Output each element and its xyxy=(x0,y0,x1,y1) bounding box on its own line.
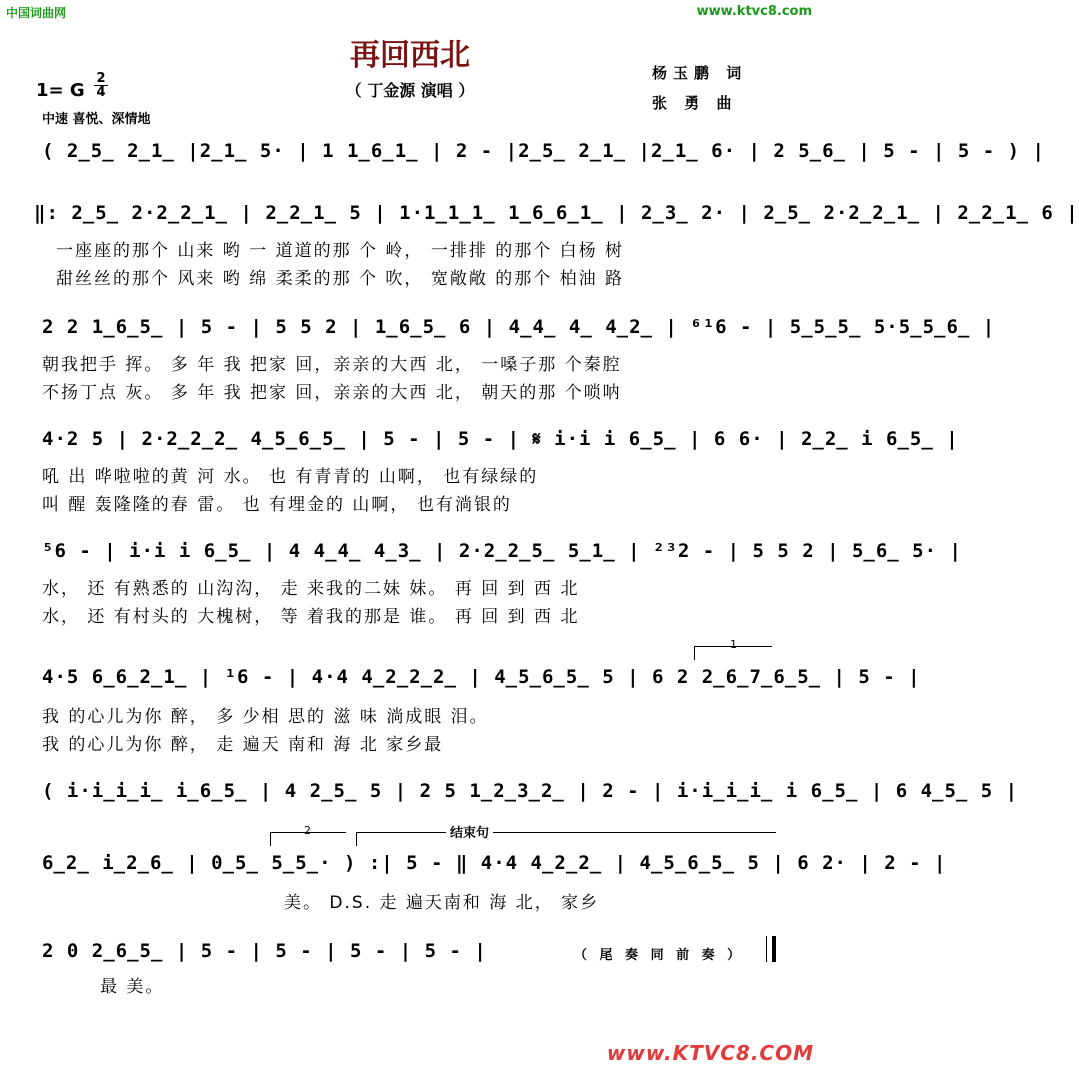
lyric-row-8: 美。 D.S. 走 遍天南和 海 北， 家乡 xyxy=(284,893,600,913)
tempo-marking: 中速 喜悦、深情地 xyxy=(42,112,151,127)
notation-row-6: 4·5 6̲6̲2̲1̲ | ¹6 - | 4·4 4̲2̲2̲2̲ | 4̲5̲6̲5̲ 5 | 6 2 2̲6̲7̲6̲5̲ | 5 - | xyxy=(42,666,921,688)
composer-credit: 张 勇 曲 xyxy=(652,94,738,112)
ending-label: 结束句 xyxy=(446,822,493,841)
notation-row-5: ⁵6 - | i·i i 6̲5̲ | 4 4̲4̲ 4̲3̲ | 2·2̲2̲5̲ 5̲1̲ | ²³2 - | 5 5 2 | 5̲6̲ 5· | xyxy=(42,540,962,562)
notation-row-2: ‖: 2̲5̲ 2·2̲2̲1̲ | 2̲2̲1̲ 5 | 1·1̲1̲1̲ 1̲6̲6̲1̲ | 2̲3̲ 2· | 2̲5̲ 2·2̲2̲1̲ | 2̲2̲1̲ 6 | xyxy=(34,202,1079,224)
lyric-row-5-verse-1: 水， 还 有熟悉的 山沟沟， 走 来我的二妹 妹。 再 回 到 西 北 xyxy=(42,579,580,599)
ending-hook xyxy=(356,832,357,846)
singer-credit: （ 丁金源 演唱 ） xyxy=(345,81,475,100)
watermark-top-right: www.ktvc8.com xyxy=(696,4,812,19)
time-signature-top: 2 xyxy=(96,71,106,86)
coda-note: （ 尾 奏 同 前 奏 ） xyxy=(574,948,745,963)
song-title: 再回西北 xyxy=(350,38,470,73)
notation-row-1: ( 2̲5̲ 2̲1̲ |2̲1̲ 5· | 1 1̲6̲1̲ | 2 - |2̲5̲ 2̲1̲ |2̲1̲ 6· | 2 5̲6̲ | 5 - | 5 - ) | xyxy=(42,140,1045,162)
lyric-row-6-verse-2: 我 的心儿为你 醉， 走 遍天 南和 海 北 家乡最 xyxy=(42,735,444,755)
notation-row-9: 2 0 2̲6̲5̲ | 5 - | 5 - | 5 - | 5 - | xyxy=(42,940,487,962)
lyricist-credit: 杨玉鹏 词 xyxy=(652,64,748,82)
final-barline-thick xyxy=(772,936,776,962)
notation-row-7: ( i·i̲i̲i̲ i̲6̲5̲ | 4 2̲5̲ 5 | 2 5 1̲2̲3̲2̲ | 2 - | i·i̲i̲i̲ i 6̲5̲ | 6 4̲5̲ 5 | xyxy=(42,780,1019,802)
notation-row-8: 6̲2̲ i̲2̲6̲ | 0̲5̲ 5̲5̲· ) :| 5 - ‖ 4·4 4̲2̲2̲ | 4̲5̲6̲5̲ 5 | 6 2· | 2 - | xyxy=(42,852,947,874)
volta-2-label: 2 xyxy=(304,824,311,837)
lyric-row-9: 最 美。 xyxy=(100,977,165,997)
notation-row-3: 2 2 1̲6̲5̲ | 5 - | 5 5 2 | 1̲6̲5̲ 6 | 4̲4̲ 4̲ 4̲2̲ | ⁶¹6 - | 5̲5̲5̲ 5·5̲5̲6̲ | xyxy=(42,316,996,338)
lyric-row-6-verse-1: 我 的心儿为你 醉， 多 少相 思的 滋 味 淌成眼 泪。 xyxy=(42,707,489,727)
final-barline-thin xyxy=(766,936,767,962)
volta-1-label: 1 xyxy=(730,638,737,651)
key-signature: 1= G xyxy=(36,80,85,101)
lyric-row-4-verse-2: 叫 醒 轰隆隆的春 雷。 也 有埋金的 山啊， 也有淌银的 xyxy=(42,495,512,515)
lyric-row-4-verse-1: 吼 出 哗啦啦的黄 河 水。 也 有青青的 山啊， 也有绿绿的 xyxy=(42,467,539,487)
time-signature xyxy=(94,72,108,99)
watermark-top-left: 中国词曲网 xyxy=(6,6,67,20)
ending-bracket xyxy=(356,832,776,833)
notation-row-4: 4·2 5 | 2·2̲2̲2̲ 4̲5̲6̲5̲ | 5 - | 5 - | 𝄋 i·i i 6̲5̲ | 6 6· | 2̲2̲ i 6̲5̲ | xyxy=(42,428,959,450)
lyric-row-2-verse-1: 一座座的那个 山来 哟 一 道道的那 个 岭， 一排排 的那个 白杨 树 xyxy=(56,241,625,261)
time-signature-bottom: 4 xyxy=(96,85,106,100)
lyric-row-3-verse-2: 不扬丁点 灰。 多 年 我 把家 回，亲亲的大西 北， 朝天的那 个唢呐 xyxy=(42,383,622,403)
lyric-row-5-verse-2: 水， 还 有村头的 大槐树， 等 着我的那是 谁。 再 回 到 西 北 xyxy=(42,607,580,627)
volta-1-hook xyxy=(694,646,695,660)
lyric-row-3-verse-1: 朝我把手 挥。 多 年 我 把家 回，亲亲的大西 北， 一嗓子那 个秦腔 xyxy=(42,355,622,375)
lyric-row-2-verse-2: 甜丝丝的那个 风来 哟 绵 柔柔的那 个 吹， 宽敞敞 的那个 柏油 路 xyxy=(56,269,625,289)
watermark-bottom-right: www.KTVC8.COM xyxy=(606,1041,814,1065)
volta-2-hook xyxy=(270,832,271,846)
